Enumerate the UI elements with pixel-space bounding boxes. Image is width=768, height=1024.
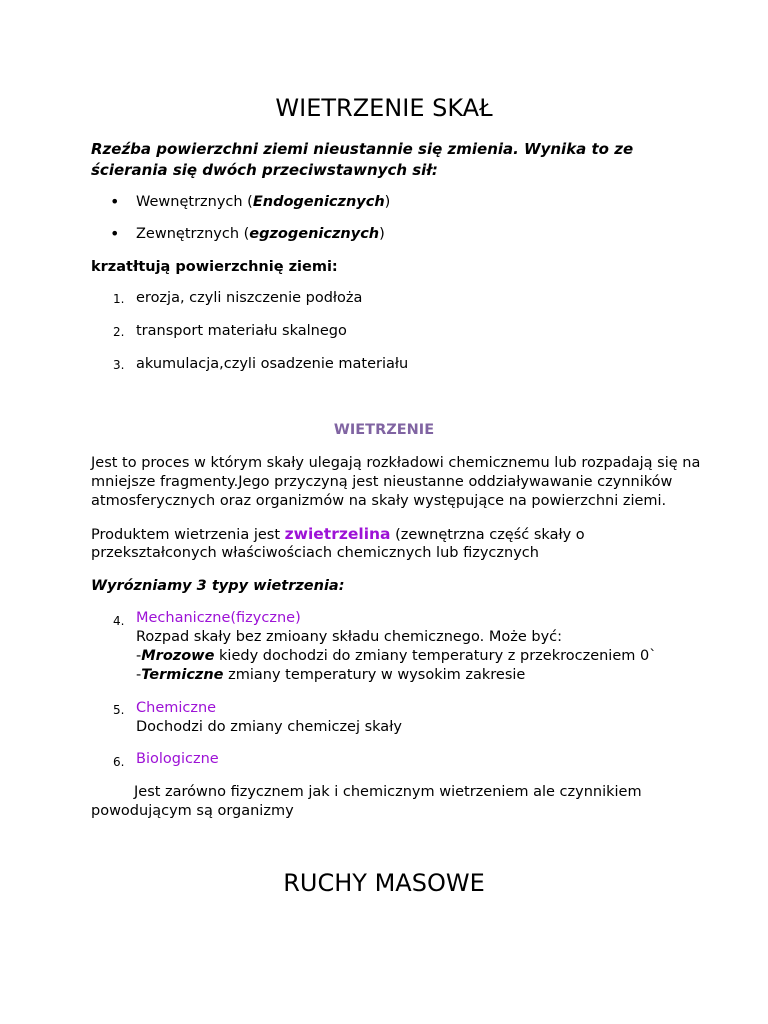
list-number: 5. xyxy=(113,703,125,717)
force-term: egzogenicznych xyxy=(249,226,380,242)
product-line-2: przekształconych właściwościach chemicznych lub fizycznych xyxy=(91,545,539,561)
type-name: Biologiczne xyxy=(136,751,219,767)
list-item xyxy=(136,225,385,245)
bullet-icon: • xyxy=(110,192,120,211)
force-prefix: Zewnętrznych ( xyxy=(136,226,250,242)
list-number: 4. xyxy=(113,614,125,628)
types-heading: Wyrózniamy 3 typy wietrzenia: xyxy=(91,578,345,594)
force-term: Endogenicznych xyxy=(252,194,385,210)
definition-line-3: atmosferycznych oraz organizmów na skały występujące na powierzchni ziemi. xyxy=(91,493,667,509)
sub-dash: - xyxy=(136,648,142,664)
bullet-icon: • xyxy=(110,224,120,243)
intro-line-2: ścierania się dwóch przeciwstawnych sił: xyxy=(91,161,438,179)
definition-line-1: Jest to proces w którym skały ulegają rozkładowi chemicznemu lub rozpadają się na xyxy=(91,455,701,471)
type-name: Chemiczne xyxy=(136,700,217,716)
type-subitem xyxy=(136,647,656,667)
product-prefix: Produktem wietrzenia jest xyxy=(91,527,285,543)
type-description: Dochodzi do zmiany chemiczej skały xyxy=(136,719,402,735)
sub-term: Termiczne xyxy=(141,667,224,683)
list-number: 6. xyxy=(113,755,125,769)
type-description: Rozpad skały bez zmioany składu chemicznego. Może być: xyxy=(136,629,563,645)
product-term: zwietrzelina xyxy=(284,525,391,543)
definition-line-2: mniejsze fragmenty.Jego przyczyną jest nieustanne oddziaływawanie czynników xyxy=(91,474,673,490)
intro-line-1: Rzeźba powierzchni ziemi nieustannie się zmienia. Wynika to ze xyxy=(91,140,634,158)
list-number: 2. xyxy=(113,325,125,339)
bio-note-line-1: Jest zarówno fizycznem jak i chemicznym wietrzeniem ale czynnikiem xyxy=(134,784,642,800)
product-suffix: (zewnętrzna część skały o xyxy=(390,527,585,543)
type-subitem xyxy=(136,666,525,686)
list-item: erozja, czyli niszczenie podłoża xyxy=(136,290,363,306)
type-name: Mechaniczne(fizyczne) xyxy=(136,610,301,626)
shaping-heading: krzatłtują powierzchnię ziemi: xyxy=(91,259,338,275)
list-number: 3. xyxy=(113,358,125,372)
sub-text: kiedy dochodzi do zmiany temperatury z przekroczeniem 0` xyxy=(214,648,657,664)
list-item: akumulacja,czyli osadzenie materiału xyxy=(136,356,409,372)
product-line-1 xyxy=(91,525,585,546)
list-number: 1. xyxy=(113,292,125,306)
bio-note-line-2: powodującym są organizmy xyxy=(91,803,294,819)
section-title: RUCHY MASOWE xyxy=(283,869,485,897)
sub-dash: - xyxy=(136,667,142,683)
sub-text: zmiany temperatury w wysokim zakresie xyxy=(223,667,526,683)
force-suffix: ) xyxy=(379,226,385,242)
force-prefix: Wewnętrznych ( xyxy=(136,194,253,210)
list-item xyxy=(136,193,390,213)
page-title: WIETRZENIE SKAŁ xyxy=(275,94,493,122)
list-item: transport materiału skalnego xyxy=(136,323,347,339)
section-heading: WIETRZENIE xyxy=(333,422,435,438)
sub-term: Mrozowe xyxy=(141,648,215,664)
force-suffix: ) xyxy=(384,194,391,210)
